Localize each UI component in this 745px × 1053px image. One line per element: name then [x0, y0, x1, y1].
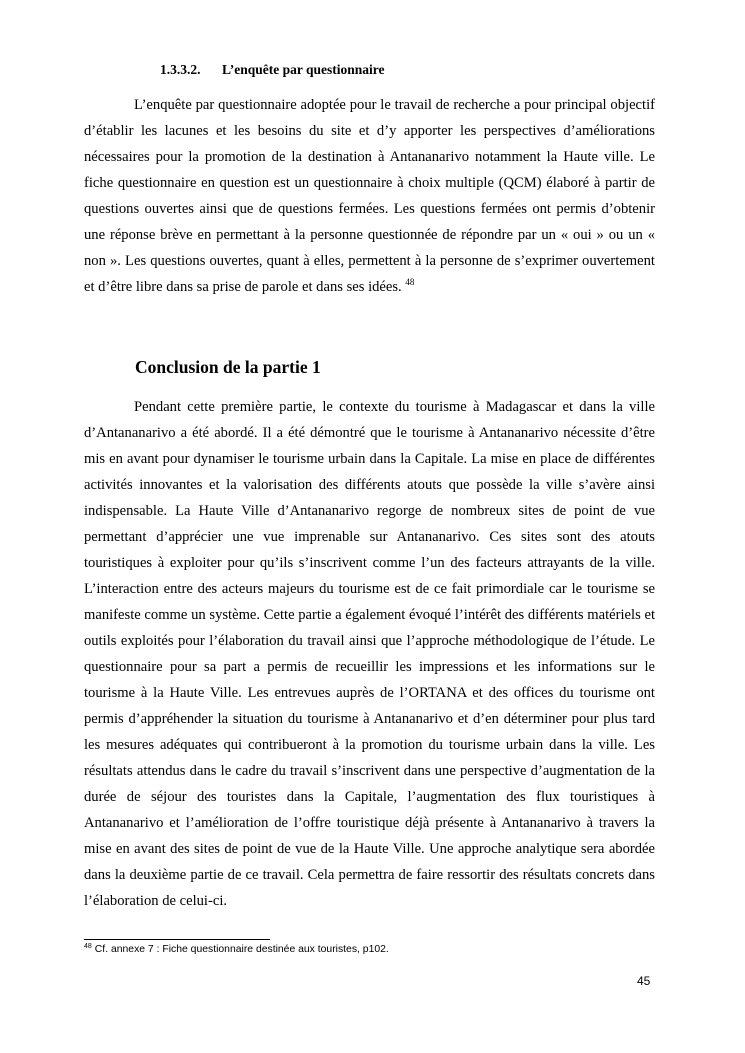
subsection-number: 1.3.3.2. — [160, 62, 201, 77]
footnote-divider — [84, 939, 270, 940]
questionnaire-paragraph-text: L’enquête par questionnaire adoptée pour le travail de recherche a pour principal objectif d’établir les lacunes et les besoins du site et d’y apporter les perspectives d’améliorations nécessaires pour la promotion de la destination à Antananarivo notamment la Haute ville. Le fiche questionnaire en question est un questionnaire à choix multiple (QCM) élaboré à partir de questions ouvertes ainsi que de questions fermées. Les questions fermées ont permis d’obtenir une réponse brève en permettant à la personne questionnée de répondre par un « oui » ou un « non ». Les questions ouvertes, quant à elles, permettent à la personne de s’exprimer ouvertement et d’être libre dans sa prise de parole et dans ses idées. — [84, 97, 655, 295]
footnote-reference: 48 — [405, 277, 415, 288]
footnote-number: 48 — [84, 942, 92, 950]
subsection-title: L’enquête par questionnaire — [222, 62, 385, 77]
footnote — [84, 944, 389, 955]
page-number: 45 — [637, 974, 651, 988]
conclusion-paragraph: Pendant cette première partie, le contexte du tourisme à Madagascar et dans la ville d’Antananarivo a été abordé. Il a été démontré que le tourisme à Antananarivo nécessite d’être mis en avant pour dynamiser le tourisme urbain dans la Capitale. La mise en place de différentes activités innovantes et la valorisation des différents atouts que possède la ville s’avère ainsi indispensable. La Haute Ville d’Antananarivo regorge de nombreux sites de point de vue permettant d’apprécier une vue imprenable sur Antananarivo. Ces sites sont des atouts touristiques à exploiter pour qu’ils s’inscrivent comme l’un des facteurs attrayants de la ville. L’interaction entre des acteurs majeurs du tourisme est de ce fait primordiale car le tourisme se manifeste comme un système. Cette partie a également évoqué l’intérêt des différents matériels et outils exploités pour l’élaboration du travail ainsi que l’approche méthodologique de l’étude. Le questionnaire pour sa part a permis de recueillir les impressions et les informations sur le tourisme à la Haute Ville. Les entrevues auprès de l’ORTANA et des offices du tourisme ont permis d’appréhender la situation du tourisme à Antananarivo et d’en déterminer pour plus tard les mesures adéquates qui contribueront à la promotion du tourisme urbain dans la ville. Les résultats attendus dans le cadre du travail s’inscrivent dans une perspective d’augmentation de la durée de séjour des touristes dans la Capitale, l’augmentation des flux touristiques à Antananarivo et l’amélioration de l’offre touristique déjà présente à Antananarivo à travers la mise en avant des sites de point de vue de la Haute Ville. Une approche analytique sera abordée dans la deuxième partie de ce travail. Cela permettra de faire ressortir des résultats concrets dans l’élaboration de celui-ci. — [84, 399, 655, 909]
footnote-text: Cf. annexe 7 : Fiche questionnaire destinée aux touristes, p102. — [94, 944, 389, 955]
questionnaire-paragraph — [84, 92, 655, 300]
subsection-heading — [160, 62, 385, 78]
conclusion-heading: Conclusion de la partie 1 — [135, 357, 321, 377]
